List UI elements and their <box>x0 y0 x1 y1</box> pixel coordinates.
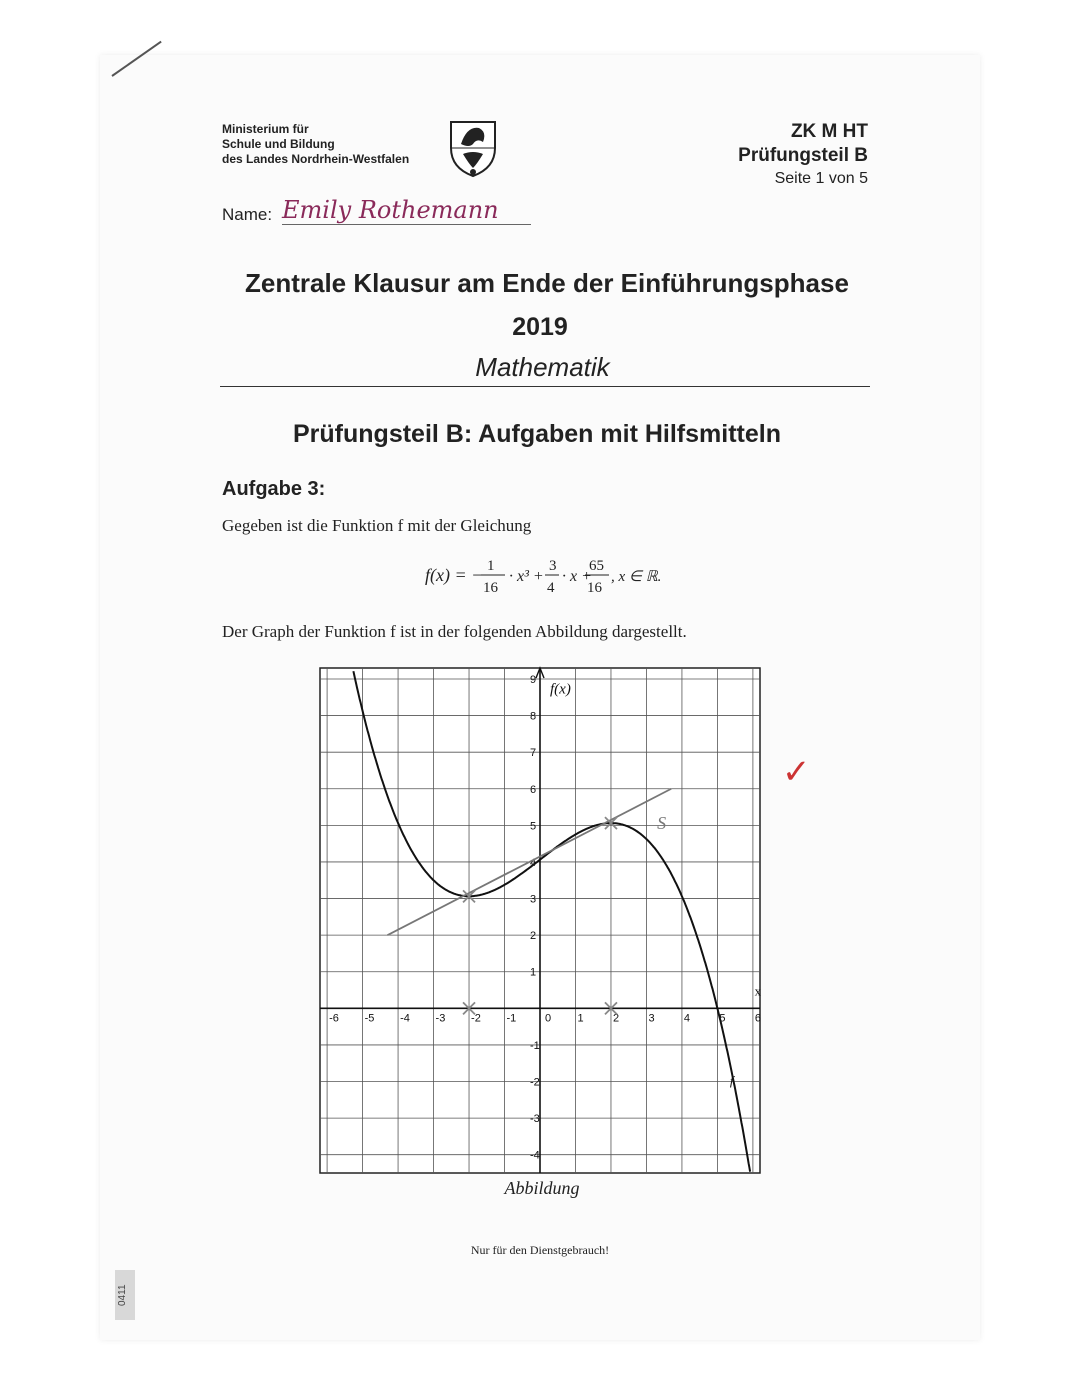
exam-code: ZK M HT <box>790 121 868 142</box>
margin-code-tag <box>115 1270 135 1320</box>
x-tick-label: -5 <box>364 1012 375 1025</box>
y-tick-label: -2 <box>530 1076 540 1089</box>
x-tick-label: -6 <box>329 1012 339 1025</box>
exam-part: Prüfungsteil B <box>738 145 868 166</box>
y-tick-label: 8 <box>530 710 537 723</box>
y-tick-label: -3 <box>530 1113 540 1126</box>
x-tick-label: 5 <box>719 1012 726 1025</box>
x-tick-label: 4 <box>683 1012 691 1025</box>
x-tick-label: 3 <box>648 1012 655 1025</box>
curve-label: f <box>729 1073 734 1089</box>
handwritten-name: Emily Rothemann <box>282 196 531 225</box>
exam-title: Zentrale Klausur am Ende der Einführungsphase <box>245 268 849 298</box>
x-axis-label: x <box>754 983 762 999</box>
y-tick-label: 2 <box>530 930 537 943</box>
svg-text:65: 65 <box>589 558 604 574</box>
footer-note: Nur für den Dienstgebrauch! <box>470 1243 610 1257</box>
name-label: Name: <box>222 205 273 224</box>
function-formula <box>425 552 685 602</box>
y-axis-label: f(x) <box>550 681 571 698</box>
coat-of-arms-icon <box>447 118 499 178</box>
margin-code: 0411 <box>117 1284 128 1306</box>
y-tick-label: 7 <box>530 747 537 760</box>
ministry-line1: Ministerium für <box>222 122 309 136</box>
svg-text:· x³ +: · x³ + <box>509 568 544 585</box>
x-tick-label: -4 <box>400 1012 410 1025</box>
formula-lhs: f(x) = − <box>425 565 484 585</box>
svg-text:16: 16 <box>483 580 498 596</box>
svg-text:3: 3 <box>549 558 557 574</box>
graph-intro: Der Graph der Funktion f ist in der folgenden Abbildung dargestellt. <box>222 622 687 641</box>
x-tick-label: 0 <box>545 1012 552 1025</box>
figure-caption: Abbildung <box>504 1178 580 1198</box>
task-intro: Gegeben ist die Funktion f mit der Gleichung <box>222 516 532 535</box>
ministry-block <box>222 122 409 167</box>
x-tick-label: 6 <box>754 1012 762 1025</box>
y-tick-label: 1 <box>530 966 537 979</box>
x-tick-label: -1 <box>506 1012 517 1025</box>
x-tick-label: -3 <box>435 1012 446 1025</box>
exam-subject: Mathematik <box>475 352 610 382</box>
tangent-label: S <box>657 813 667 834</box>
section-heading: Prüfungsteil B: Aufgaben mit Hilfsmitteln <box>293 420 781 448</box>
y-tick-label: -4 <box>530 1149 540 1162</box>
y-tick-label: 5 <box>530 820 537 833</box>
x-tick-label: 2 <box>612 1012 620 1025</box>
y-tick-label: 6 <box>530 783 537 796</box>
y-tick-label: 4 <box>530 856 537 869</box>
task-heading: Aufgabe 3: <box>222 478 326 500</box>
check-mark: ✓ <box>782 753 811 791</box>
svg-text:1: 1 <box>487 558 495 574</box>
page-number: Seite 1 von 5 <box>774 170 868 187</box>
function-graph <box>310 660 770 1180</box>
exam-year: 2019 <box>512 313 568 341</box>
formula-domain: , x ∈ ℝ. <box>611 569 662 585</box>
y-tick-label: -1 <box>530 1039 540 1052</box>
svg-text:4: 4 <box>547 580 555 596</box>
exam-header-right <box>738 120 868 190</box>
ministry-line3: des Landes Nordrhein-Westfalen <box>222 152 410 166</box>
x-tick-label: -2 <box>471 1012 481 1025</box>
y-tick-label: 9 <box>530 673 537 686</box>
ministry-line2: Schule und Bildung <box>222 137 335 151</box>
svg-text:· x +: · x + <box>562 568 592 585</box>
divider <box>220 386 870 387</box>
x-tick-label: 1 <box>577 1012 584 1025</box>
svg-text:16: 16 <box>587 580 602 596</box>
y-tick-label: 3 <box>530 893 537 906</box>
